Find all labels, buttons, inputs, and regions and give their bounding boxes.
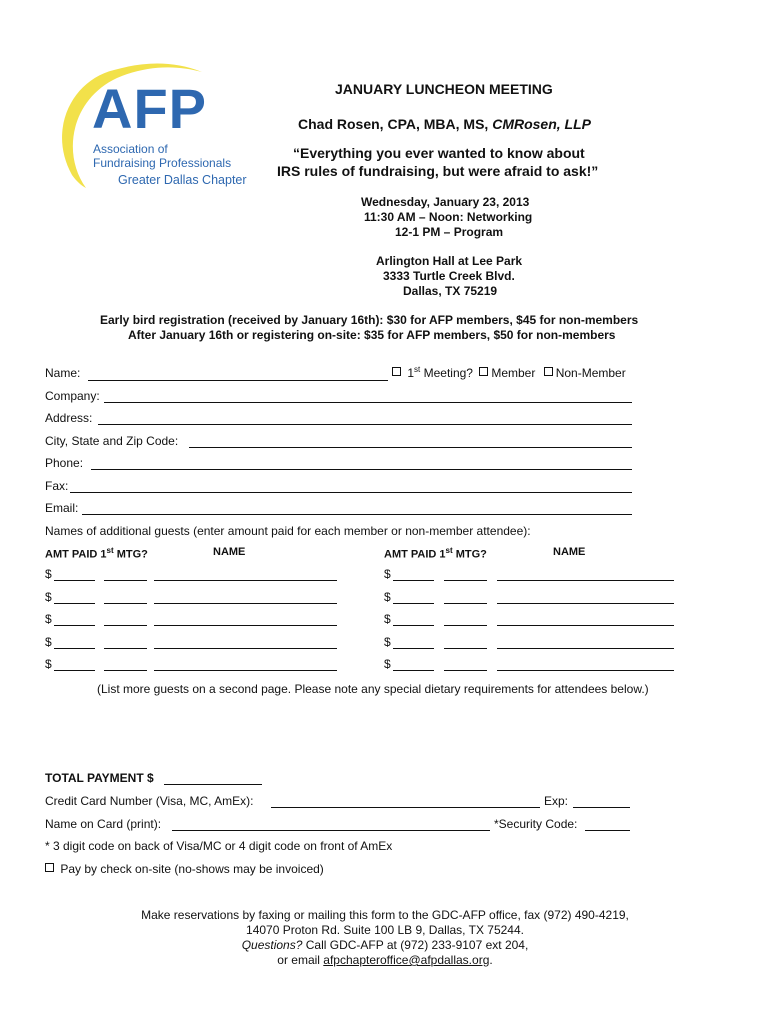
guest-amount-field-left[interactable] bbox=[54, 625, 95, 626]
guest-name-field-left[interactable] bbox=[154, 603, 337, 604]
footer-line-1: Make reservations by faxing or mailing this form to the GDC-AFP office, fax (972) 490-4219, bbox=[141, 908, 629, 922]
guest-dollar-sign: $ bbox=[45, 590, 52, 604]
guest-name-field-right[interactable] bbox=[497, 625, 674, 626]
footer-line-3 bbox=[0, 938, 770, 952]
guest-first-meeting-field-right[interactable] bbox=[444, 603, 487, 604]
venue-city: Dallas, TX 75219 bbox=[403, 284, 498, 298]
guest-dollar-sign: $ bbox=[45, 567, 52, 581]
guest-name-field-left[interactable] bbox=[154, 580, 337, 581]
address-label: Address: bbox=[45, 411, 93, 425]
guest-dollar-sign: $ bbox=[384, 612, 391, 626]
email-link[interactable]: afpchapteroffice@afpdallas.org bbox=[323, 953, 490, 967]
guest-first-meeting-field-left[interactable] bbox=[104, 625, 147, 626]
card-number-label: Credit Card Number (Visa, MC, AmEx): bbox=[45, 794, 254, 808]
logo-line1: Association of bbox=[93, 142, 168, 156]
pricing-early: Early bird registration (received by January 16th): $30 for AFP members, $45 for non-members bbox=[100, 313, 639, 327]
guest-first-meeting-field-right[interactable] bbox=[444, 648, 487, 649]
guest-dollar-sign: $ bbox=[45, 635, 52, 649]
guest-name-field-right[interactable] bbox=[497, 670, 674, 671]
guest-name-field-right[interactable] bbox=[497, 580, 674, 581]
speaker-name: Chad Rosen, CPA, MBA, MS, bbox=[298, 116, 489, 132]
logo-acronym: AFP bbox=[92, 77, 207, 140]
city-label: City, State and Zip Code: bbox=[45, 434, 179, 448]
phone-field[interactable] bbox=[91, 469, 632, 470]
total-payment-field[interactable] bbox=[164, 784, 262, 785]
guest-first-meeting-field-right[interactable] bbox=[444, 670, 487, 671]
security-note: * 3 digit code on back of Visa/MC or 4 digit code on front of AmEx bbox=[45, 839, 393, 853]
guest-dollar-sign: $ bbox=[45, 657, 52, 671]
event-date: Wednesday, January 23, 2013 bbox=[361, 195, 530, 209]
guest-amount-field-right[interactable] bbox=[393, 603, 434, 604]
logo-chapter: Greater Dallas Chapter bbox=[118, 173, 247, 187]
topic-line-2: IRS rules of fundraising, but were afraid to ask!” bbox=[277, 163, 599, 179]
email-field[interactable] bbox=[82, 514, 632, 515]
security-code-field[interactable] bbox=[585, 830, 630, 831]
first-meeting-label: 1st Meeting? bbox=[407, 365, 473, 380]
name-label: Name: bbox=[45, 366, 81, 380]
exp-label: Exp: bbox=[544, 794, 569, 808]
security-code-label: *Security Code: bbox=[494, 817, 578, 831]
event-networking: 11:30 AM – Noon: Networking bbox=[364, 210, 533, 224]
guest-amount-field-right[interactable] bbox=[393, 625, 434, 626]
meeting-title: JANUARY LUNCHEON MEETING bbox=[335, 81, 553, 97]
guest-amount-field-left[interactable] bbox=[54, 580, 95, 581]
guest-name-field-right[interactable] bbox=[497, 603, 674, 604]
pricing-late: After January 16th or registering on-site: $35 for AFP members, $50 for non-members bbox=[128, 328, 616, 342]
member-checkbox[interactable] bbox=[479, 367, 488, 376]
fax-field[interactable] bbox=[70, 492, 632, 493]
non-member-label: Non-Member bbox=[555, 366, 626, 380]
fax-label: Fax: bbox=[45, 479, 69, 493]
check-option-label: Pay by check on-site (no-shows may be invoiced) bbox=[60, 862, 324, 876]
pay-by-check-checkbox[interactable] bbox=[45, 863, 54, 872]
questions-label: Questions? bbox=[241, 938, 303, 952]
guest-dollar-sign: $ bbox=[384, 590, 391, 604]
footer-line-4: or email afpchapteroffice@afpdallas.org. bbox=[277, 953, 493, 967]
guest-name-field-right[interactable] bbox=[497, 648, 674, 649]
attendee-options bbox=[392, 365, 626, 380]
venue-street: 3333 Turtle Creek Blvd. bbox=[383, 269, 515, 283]
email-label: Email: bbox=[45, 501, 79, 515]
guests-intro: Names of additional guests (enter amount paid for each member or non-member attendee): bbox=[45, 524, 531, 538]
company-field[interactable] bbox=[104, 402, 632, 403]
guests-note: (List more guests on a second page. Please note any special dietary requirements for attendees below.) bbox=[97, 682, 649, 696]
guest-dollar-sign: $ bbox=[45, 612, 52, 626]
guest-name-field-left[interactable] bbox=[154, 670, 337, 671]
guest-dollar-sign: $ bbox=[384, 635, 391, 649]
guest-dollar-sign: $ bbox=[384, 567, 391, 581]
afp-logo bbox=[52, 60, 252, 190]
name-on-card-label: Name on Card (print): bbox=[45, 817, 162, 831]
city-field[interactable] bbox=[189, 447, 632, 448]
event-program: 12-1 PM – Program bbox=[395, 225, 504, 239]
guest-first-meeting-field-left[interactable] bbox=[104, 670, 147, 671]
guest-name-field-left[interactable] bbox=[154, 648, 337, 649]
phone-label: Phone: bbox=[45, 456, 84, 470]
topic-line-1: “Everything you ever wanted to know about bbox=[293, 145, 585, 161]
left-amt-header: AMT PAID 1st MTG? bbox=[45, 546, 148, 561]
check-option bbox=[45, 862, 324, 876]
footer-line-2: 14070 Proton Rd. Suite 100 LB 9, Dallas, TX 75244. bbox=[246, 923, 524, 937]
name-on-card-field[interactable] bbox=[172, 830, 490, 831]
guest-first-meeting-field-left[interactable] bbox=[104, 603, 147, 604]
guest-amount-field-left[interactable] bbox=[54, 670, 95, 671]
guest-first-meeting-field-right[interactable] bbox=[444, 625, 487, 626]
non-member-checkbox[interactable] bbox=[544, 367, 553, 376]
total-payment-label: TOTAL PAYMENT $ bbox=[45, 771, 154, 785]
card-number-field[interactable] bbox=[271, 807, 540, 808]
address-field[interactable] bbox=[98, 424, 632, 425]
guest-amount-field-right[interactable] bbox=[393, 670, 434, 671]
guest-amount-field-left[interactable] bbox=[54, 648, 95, 649]
guest-first-meeting-field-left[interactable] bbox=[104, 648, 147, 649]
footer-phone: Call GDC-AFP at (972) 233-9107 ext 204, bbox=[302, 938, 529, 952]
venue-name: Arlington Hall at Lee Park bbox=[376, 254, 523, 268]
guest-amount-field-left[interactable] bbox=[54, 603, 95, 604]
name-field[interactable] bbox=[88, 380, 388, 381]
guest-amount-field-right[interactable] bbox=[393, 580, 434, 581]
first-meeting-checkbox[interactable] bbox=[392, 367, 401, 376]
speaker-firm: CMRosen, LLP bbox=[492, 116, 591, 132]
right-name-header: NAME bbox=[553, 546, 586, 558]
logo-line2: Fundraising Professionals bbox=[93, 156, 232, 170]
company-label: Company: bbox=[45, 389, 100, 403]
guest-dollar-sign: $ bbox=[384, 657, 391, 671]
right-amt-header: AMT PAID 1st MTG? bbox=[384, 546, 487, 561]
guest-name-field-left[interactable] bbox=[154, 625, 337, 626]
left-name-header: NAME bbox=[213, 546, 246, 558]
guest-first-meeting-field-left[interactable] bbox=[104, 580, 147, 581]
exp-field[interactable] bbox=[573, 807, 630, 808]
guest-first-meeting-field-right[interactable] bbox=[444, 580, 487, 581]
speaker-line bbox=[298, 116, 591, 132]
guest-amount-field-right[interactable] bbox=[393, 648, 434, 649]
member-label: Member bbox=[491, 366, 536, 380]
